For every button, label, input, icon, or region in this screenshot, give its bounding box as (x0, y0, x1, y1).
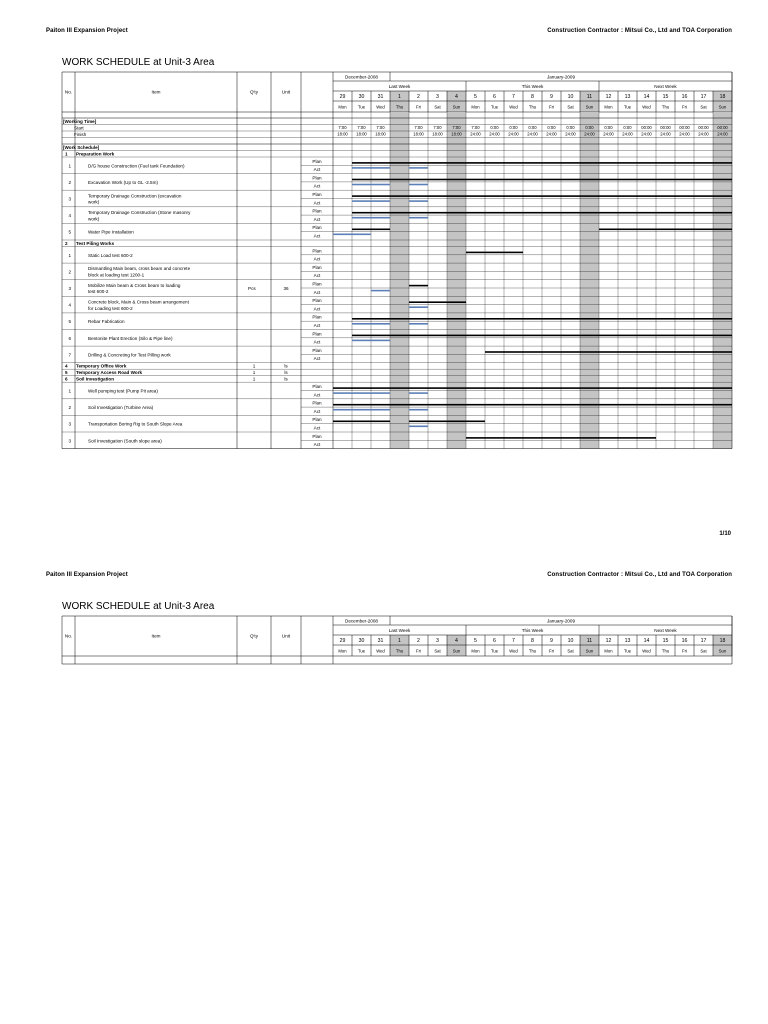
task-qty: Pcs (248, 286, 256, 291)
working-time-value: 24:00 (546, 131, 557, 137)
act-label: Act (313, 442, 321, 448)
plan-label: Plan (312, 400, 322, 406)
task-name: Bentonite Plant Erection (Silo & Pipe line) (88, 335, 173, 341)
working-time-value: 0:00 (585, 125, 594, 131)
task-number: 6 (68, 335, 71, 341)
plan-bar (409, 301, 466, 303)
actual-bar (352, 200, 390, 202)
working-time-value: 18:00 (356, 131, 367, 137)
task-name: test 600-2 (88, 289, 109, 295)
actual-bar (333, 234, 371, 236)
weekday-label: Wed (642, 648, 651, 654)
date-label: 9 (550, 94, 553, 100)
finish-label: Finish (74, 131, 87, 137)
week-label: Next Week (654, 627, 677, 633)
working-time-value: 24:00 (470, 131, 481, 137)
working-time-value: 24:00 (660, 131, 671, 137)
date-label: 29 (339, 94, 346, 100)
act-label: Act (313, 392, 321, 398)
weekday-label: Tue (623, 104, 632, 110)
act-label: Act (313, 233, 321, 239)
weekday-label: Mon (471, 648, 480, 654)
working-time-value: 7:00 (414, 125, 423, 131)
weekday-label: Mon (604, 104, 613, 110)
weekday-label: Wed (376, 648, 385, 654)
section-number: 4 (65, 363, 68, 369)
weekday-label: Thu (528, 104, 537, 110)
date-label: 1 (398, 94, 401, 100)
week-label: This Week (521, 627, 544, 633)
column-no-header: No. (64, 633, 73, 639)
working-time-value: 7:00 (376, 125, 385, 131)
page-title: WORK SCHEDULE at Unit-3 Area (62, 601, 215, 612)
weekday-label: Fri (549, 648, 554, 654)
plan-bar (485, 351, 732, 353)
task-name: Static Load test 600-2 (88, 252, 133, 258)
actual-bar (409, 200, 428, 202)
plan-label: Plan (312, 331, 322, 337)
working-time-value: 0:00 (528, 125, 537, 131)
date-label: 15 (662, 94, 669, 100)
actual-bar (409, 426, 428, 428)
working-time-value: 24:00 (622, 131, 633, 137)
working-time-value: 18:00 (337, 131, 348, 137)
date-label: 5 (474, 638, 477, 644)
week-label: Last Week (388, 83, 411, 89)
weekday-label: Thu (661, 104, 670, 110)
date-label: 30 (358, 94, 365, 100)
date-label: 16 (681, 94, 688, 100)
week-label: This Week (521, 83, 544, 89)
working-time-value: 18:00 (413, 131, 424, 137)
plan-bar (466, 437, 656, 439)
working-time-value: 24:00 (603, 131, 614, 137)
work-schedule-title: [Work Schedule] (63, 144, 100, 150)
date-label: 18 (719, 94, 726, 100)
section-name: Test Piling Works (76, 240, 115, 246)
date-label: 17 (700, 94, 707, 100)
date-label: 6 (493, 638, 496, 644)
working-time-value: 00:00 (679, 125, 690, 131)
contractor-name: Construction Contractor : Mitsui Co., Ltd and TOA Corporation (547, 572, 732, 578)
act-label: Act (313, 183, 321, 189)
plan-bar (466, 252, 523, 254)
weekday-label: Tue (357, 648, 366, 654)
section-unit: ls (284, 370, 288, 376)
task-number: 4 (68, 302, 71, 308)
date-label: 1 (398, 638, 401, 644)
start-label: Start (74, 125, 84, 131)
task-name: for Loading test 600-2 (88, 305, 133, 311)
weekday-label: Fri (682, 104, 687, 110)
plan-label: Plan (312, 175, 322, 181)
plan-label: Plan (312, 417, 322, 423)
task-number: 1 (68, 252, 71, 258)
date-label: 6 (493, 94, 496, 100)
task-name: Concrete block, Main & Cross beam arrangement (88, 299, 189, 305)
task-number: 5 (68, 319, 71, 325)
plan-bar (333, 421, 390, 423)
task-name: Excavation Work (Up to GL -2.5m) (88, 179, 158, 185)
plan-label: Plan (312, 192, 322, 197)
task-name: D/G house Construction (Fuel tank Foundation) (88, 163, 185, 169)
working-time-value: 0:00 (547, 125, 556, 131)
date-label: 2 (417, 638, 420, 644)
plan-bar (333, 387, 732, 389)
task-name: Transportation Boring Rig to South Slope Area (88, 421, 183, 427)
weekday-label: Wed (376, 104, 385, 110)
date-label: 8 (531, 94, 534, 100)
plan-bar (409, 421, 485, 423)
plan-bar (352, 318, 732, 320)
actual-bar (352, 184, 390, 186)
section-unit: ls (284, 376, 288, 382)
weekday-label: Thu (528, 648, 537, 654)
working-time-value: 7:00 (357, 125, 366, 131)
task-name: block at loading test 1200-1 (88, 272, 145, 278)
working-time-value: 00:00 (660, 125, 671, 131)
project-name: Paiton III Expansion Project (46, 572, 128, 578)
working-time-value: 24:00 (698, 131, 709, 137)
schedule-table (0, 614, 768, 674)
actual-bar (409, 409, 428, 411)
weekday-label: Sun (718, 648, 727, 654)
section-number: 5 (65, 370, 68, 376)
plan-bar (352, 162, 732, 164)
task-number: 4 (68, 213, 71, 219)
date-label: 15 (662, 638, 669, 644)
act-label: Act (313, 273, 321, 279)
date-label: 12 (605, 94, 612, 100)
actual-bar (352, 340, 390, 342)
page-number: 1/10 (719, 531, 731, 537)
plan-label: Plan (312, 281, 322, 287)
act-label: Act (313, 408, 321, 414)
working-time-value: 24:00 (641, 131, 652, 137)
date-label: 4 (455, 94, 458, 100)
working-time-title: [Working Time] (63, 118, 97, 124)
weekday-label: Tue (623, 648, 632, 654)
date-label: 8 (531, 638, 534, 644)
plan-bar (352, 229, 390, 231)
act-label: Act (313, 356, 321, 362)
month-label: December-2008 (345, 74, 378, 80)
working-time-value: 00:00 (717, 125, 728, 131)
task-name: Water Pipe Installation (88, 229, 134, 235)
task-number: 2 (68, 269, 71, 275)
act-label: Act (313, 256, 321, 262)
weekday-label: Fri (416, 104, 421, 110)
actual-bar (409, 217, 428, 219)
act-label: Act (313, 289, 321, 295)
act-label: Act (313, 167, 321, 173)
plan-label: Plan (312, 384, 322, 389)
section-number: 2 (65, 240, 68, 246)
week-label: Last Week (388, 627, 411, 633)
task-name: Soil Investigation (South slope area) (88, 438, 162, 444)
weekday-label: Sun (452, 648, 461, 654)
date-label: 7 (512, 94, 515, 100)
date-label: 13 (624, 638, 631, 644)
working-time-value: 0:00 (623, 125, 632, 131)
task-name: Soil Investigation (Turbine Area) (88, 405, 154, 411)
working-time-value: 24:00 (508, 131, 519, 137)
column-qty-header: Q'ty (249, 89, 259, 95)
date-label: 31 (377, 638, 384, 644)
plan-bar (409, 285, 428, 287)
working-time-value: 0:00 (604, 125, 613, 131)
section-number: 1 (65, 151, 68, 157)
weekday-label: Sun (718, 104, 727, 110)
actual-bar (409, 306, 428, 308)
actual-bar (352, 323, 390, 325)
column-qty-header: Q'ty (249, 633, 259, 639)
date-label: 7 (512, 638, 515, 644)
act-label: Act (313, 323, 321, 328)
column-no-header: No. (64, 89, 73, 95)
actual-bar (352, 217, 390, 219)
task-name: Drilling & Concreting for Test Pilling work (88, 352, 171, 358)
task-name: Dismantling Main beam, cross beam and concrete (88, 266, 191, 272)
task-unit: 36 (283, 286, 289, 291)
section-qty: 1 (252, 370, 256, 376)
date-label: 18 (719, 638, 726, 644)
section-name: Preparation Work (76, 151, 115, 157)
task-number: 3 (68, 421, 71, 427)
weekday-label: Mon (604, 648, 613, 654)
weekday-label: Fri (416, 648, 421, 654)
section-qty: 1 (252, 363, 256, 369)
date-label: 11 (586, 638, 593, 644)
date-label: 12 (605, 638, 612, 644)
weekday-label: Wed (642, 104, 651, 110)
working-time-value: 24:00 (584, 131, 595, 137)
date-label: 16 (681, 638, 688, 644)
weekday-label: Sat (434, 104, 441, 110)
plan-bar (352, 335, 732, 337)
actual-bar (333, 409, 390, 411)
section-name: Soil Investigation (76, 376, 115, 382)
plan-bar (333, 404, 732, 406)
plan-label: Plan (312, 248, 322, 254)
task-name: work) (88, 216, 100, 222)
date-label: 3 (436, 638, 439, 644)
weekday-label: Tue (490, 648, 499, 654)
act-label: Act (313, 306, 321, 312)
column-unit-header: Unit (281, 633, 291, 639)
plan-label: Plan (312, 225, 322, 231)
working-time-value: 24:00 (717, 131, 728, 137)
task-name: Rebar Fabrication (88, 319, 125, 325)
working-time-value: 7:00 (433, 125, 442, 131)
date-label: 30 (358, 638, 365, 644)
plan-bar (352, 179, 732, 181)
task-number: 3 (68, 286, 71, 291)
actual-bar (352, 167, 390, 169)
plan-label: Plan (312, 158, 322, 164)
working-time-value: 7:00 (338, 125, 347, 131)
working-time-value: 24:00 (679, 131, 690, 137)
task-name: Well pumping test (Pump Pit area) (88, 388, 158, 394)
working-time-value: 7:00 (452, 125, 461, 131)
task-number: 3 (68, 196, 71, 202)
actual-bar (409, 167, 428, 169)
actual-bar (409, 323, 428, 325)
weekday-label: Sat (567, 648, 574, 654)
date-label: 13 (624, 94, 631, 100)
plan-label: Plan (312, 433, 322, 439)
plan-label: Plan (312, 264, 322, 270)
contractor-name: Construction Contractor : Mitsui Co., Ltd and TOA Corporation (547, 28, 732, 34)
plan-label: Plan (312, 208, 322, 214)
plan-label: Plan (312, 314, 322, 320)
weekday-label: Sat (700, 104, 707, 110)
working-time-value: 0:00 (509, 125, 518, 131)
weekday-label: Sun (585, 648, 594, 654)
weekday-label: Wed (509, 648, 518, 654)
month-label: December-2008 (345, 618, 378, 624)
actual-bar (409, 392, 428, 394)
month-label: January-2009 (546, 618, 576, 624)
working-time-value: 00:00 (698, 125, 709, 131)
date-label: 10 (567, 638, 574, 644)
task-name: work) (88, 199, 100, 205)
plan-bar (599, 229, 732, 231)
weekday-label: Sun (452, 104, 461, 110)
working-time-value: 18:00 (432, 131, 443, 137)
section-name: Temporary Office Work (76, 363, 127, 369)
working-time-value: 24:00 (489, 131, 500, 137)
act-label: Act (313, 200, 321, 206)
section-number: 6 (65, 376, 68, 382)
plan-bar (352, 195, 732, 197)
plan-label: Plan (312, 347, 322, 353)
working-time-value: 18:00 (451, 131, 462, 137)
working-time-value: 24:00 (565, 131, 576, 137)
schedule-page-2 (0, 545, 768, 675)
date-label: 10 (567, 94, 574, 100)
date-label: 11 (586, 94, 593, 100)
working-time-value: 24:00 (527, 131, 538, 137)
task-number: 5 (68, 229, 71, 235)
section-unit: ls (284, 363, 288, 369)
week-label: Next Week (654, 83, 677, 89)
date-label: 29 (339, 638, 346, 644)
date-label: 17 (700, 638, 707, 644)
weekday-label: Wed (509, 104, 518, 110)
date-label: 2 (417, 94, 420, 100)
task-name: Mobilize Main beam & Cross beam to loading (88, 282, 181, 288)
schedule-table (0, 70, 768, 470)
task-number: 2 (68, 405, 71, 411)
task-name: Temporary Drainage Construction (Stone masonry (88, 209, 191, 215)
weekday-label: Mon (471, 104, 480, 110)
act-label: Act (313, 216, 321, 222)
task-number: 3 (68, 438, 71, 444)
working-time-value: 0:00 (566, 125, 575, 131)
date-label: 14 (643, 94, 650, 100)
weekday-label: Sun (585, 104, 594, 110)
weekday-label: Fri (682, 648, 687, 654)
section-name: Temporary Access Road Work (76, 370, 143, 376)
weekday-label: Tue (490, 104, 499, 110)
working-time-value: 7:00 (471, 125, 480, 131)
weekday-label: Mon (338, 648, 347, 654)
column-unit-header: Unit (281, 89, 291, 95)
weekday-label: Tue (357, 104, 366, 110)
actual-bar (333, 392, 390, 394)
date-label: 4 (455, 638, 458, 644)
plan-bar (352, 212, 732, 214)
weekday-label: Sat (434, 648, 441, 654)
date-label: 31 (377, 94, 384, 100)
task-number: 1 (68, 163, 71, 169)
date-label: 9 (550, 638, 553, 644)
date-label: 14 (643, 638, 650, 644)
weekday-label: Sat (567, 104, 574, 110)
section-qty: 1 (252, 376, 256, 382)
weekday-label: Fri (549, 104, 554, 110)
plan-label: Plan (312, 298, 322, 304)
weekday-label: Thu (661, 648, 670, 654)
month-label: January-2009 (546, 74, 576, 80)
weekday-label: Mon (338, 104, 347, 110)
actual-bar (371, 290, 390, 292)
task-number: 1 (68, 388, 71, 394)
act-label: Act (313, 339, 321, 345)
column-item-header: Item (151, 633, 161, 639)
act-label: Act (313, 425, 321, 431)
date-label: 3 (436, 94, 439, 100)
task-name: Temporary Drainage Construction (excavation (88, 193, 182, 199)
project-name: Paiton III Expansion Project (46, 28, 128, 34)
working-time-value: 0:00 (490, 125, 499, 131)
actual-bar (409, 184, 428, 186)
weekday-label: Thu (395, 104, 404, 110)
weekday-label: Thu (395, 648, 404, 654)
date-label: 5 (474, 94, 477, 100)
weekday-label: Sat (700, 648, 707, 654)
page-title: WORK SCHEDULE at Unit-3 Area (62, 57, 215, 68)
task-number: 2 (68, 179, 71, 185)
working-time-value: 18:00 (375, 131, 386, 137)
working-time-value: 00:00 (641, 125, 652, 131)
task-number: 7 (68, 352, 71, 358)
column-item-header: Item (151, 89, 161, 95)
